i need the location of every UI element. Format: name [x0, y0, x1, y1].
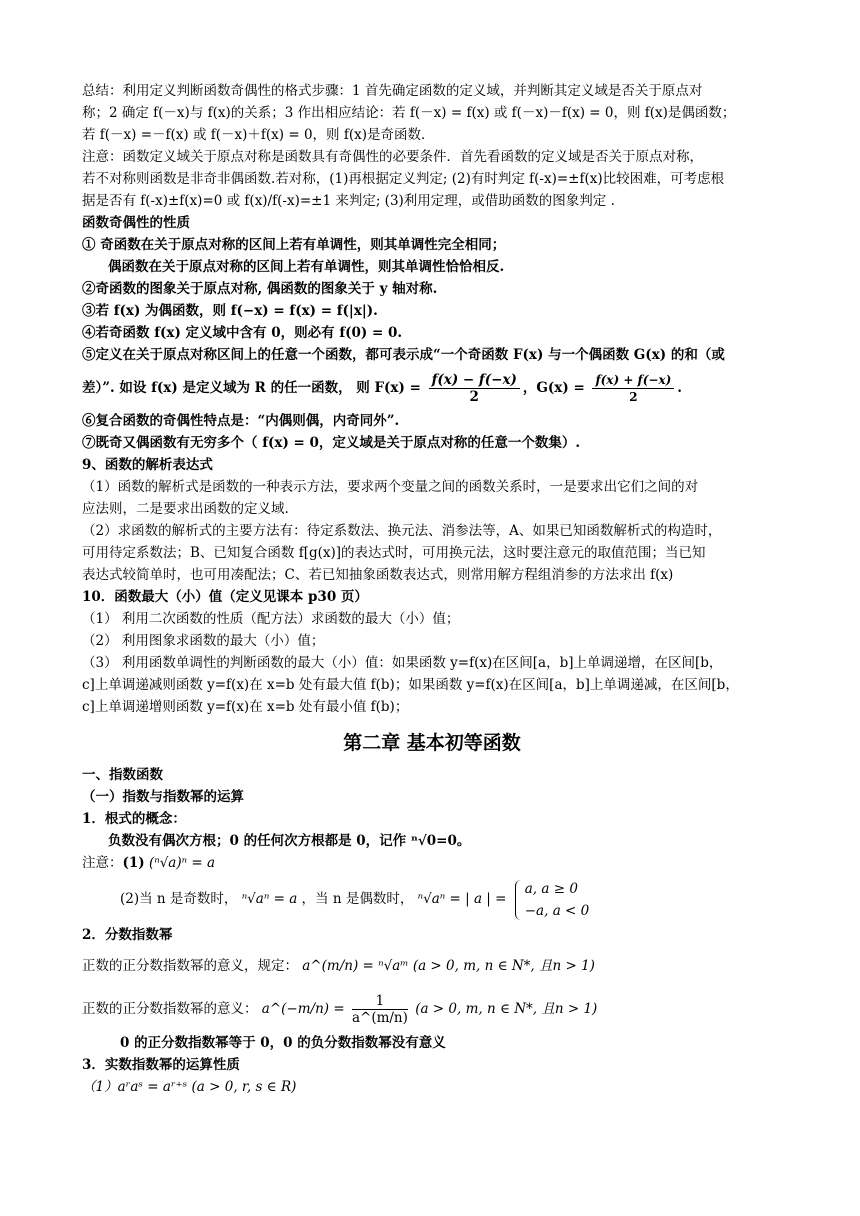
radical-note-label: 注意： — [82, 855, 123, 871]
note-line-1: 注意：函数定义域关于原点对称是函数具有奇偶性的必要条件．首先看函数的定义域是否关于原点对称， — [82, 149, 703, 165]
section-10-p1: （1） 利用二次函数的性质（配方法）求函数的最大（小）值； — [82, 611, 460, 627]
f-odd-fraction — [429, 372, 520, 405]
zero-exponent-note: 0 的正分数指数幂等于 0，0 的负分数指数幂没有意义 — [120, 1035, 446, 1051]
parity-property-6: ⑥复合函数的奇偶性特点是：“内偶则偶，内奇同外”. — [82, 413, 400, 429]
piecewise-case-1: a, a ≥ 0 — [524, 880, 578, 897]
g-even-fraction — [592, 372, 674, 405]
radical-note-2 — [82, 874, 782, 924]
parity-property-2: ②奇函数的图象关于原点对称, 偶函数的图象关于 y 轴对称. — [82, 281, 438, 297]
section-9-p2c: 表达式较简单时，也可用凑配法；C、若已知抽象函数表达式，则常用解方程组消参的方法求出 f(x) — [82, 567, 674, 583]
radical-note-2-odd-formula: ⁿ√aⁿ = a — [241, 891, 298, 907]
piecewise-cases — [515, 878, 589, 922]
section-9-p2b: 可用待定系数法；B、已知复合函数 f[g(x)]的表达式时，可用换元法，这时要注意元的取值范围；当已知 — [82, 545, 706, 561]
f-odd-numerator: f(x) − f(−x) — [429, 372, 520, 389]
note-line-2: 若不对称则函数是非奇非偶函数.若对称，(1)再根据定义判定; (2)有时判定 f(-x)=±f(x)比较困难，可考虑根 — [82, 171, 725, 187]
section-9-p2a: （2）求函数的解析式的主要方法有：待定系数法、换元法、消参法等，A、如果已知函数解析式的构造时， — [82, 523, 722, 539]
parity-property-5b — [82, 366, 782, 410]
section-10-p3b: c]上单调递减则函数 y=f(x)在 x=b 处有最大值 f(b)；如果函数 y=f(x)在区间[a，b]上单调递减，在区间[b， — [82, 677, 739, 693]
piecewise-case-2: −a, a < 0 — [524, 902, 590, 919]
section-10-p3c: c]上单调递增则函数 y=f(x)在 x=b 处有最小值 f(b)； — [82, 699, 409, 715]
parity-5b-end: . — [677, 380, 682, 396]
radical-note-1-index: (1) — [122, 855, 145, 871]
parity-property-3: ③若 f(x) 为偶函数，则 f(−x) = f(x) = f(|x|). — [82, 303, 378, 319]
parity-property-7: ⑦既奇又偶函数有无穷多个（ f(x) = 0，定义域是关于原点对称的任意一个数集）. — [82, 435, 581, 451]
section-10-p2: （2） 利用图象求函数的最大（小）值； — [82, 633, 325, 649]
g-even-denominator: 2 — [629, 390, 638, 404]
negative-fraction-frac — [352, 993, 408, 1026]
parity-property-4: ④若奇函数 f(x) 定义域中含有 0，则必有 f(0) = 0. — [82, 325, 403, 341]
parity-property-1b: 偶函数在关于原点对称的区间上若有单调性，则其单调性恰恰相反. — [108, 259, 505, 275]
summary-line-2: 称；2 确定 f(－x)与 f(x)的关系；3 作出相应结论：若 f(－x) = f(x) 或 f(－x)－f(x) = 0，则 f(x)是偶函数； — [82, 105, 736, 121]
negative-fraction-lhs: a^(−m/n) = — [261, 1001, 345, 1017]
radical-zero-root: ⁿ√0 — [410, 833, 437, 849]
exp-heading-2: （一）指数与指数幂的运算 — [82, 789, 244, 805]
negative-fraction-numerator: 1 — [352, 993, 408, 1010]
g-even-numerator: f(x) + f(−x) — [592, 372, 674, 389]
note-line-3: 据是否有 f(-x)±f(x)=0 或 f(x)/f(-x)=±1 来判定; (3)利用定理，或借助函数的图象判定 . — [82, 193, 615, 209]
summary-line-1: 总结：利用定义判断函数奇偶性的格式步骤：1 首先确定函数的定义域，并判断其定义域是否关于原点对 — [82, 83, 703, 99]
section-9-p1a: （1）函数的解析式是函数的一种表示方法，要求两个变量之间的函数关系时，一是要求出它们之间的对 — [82, 479, 699, 495]
note-paragraph — [82, 146, 782, 212]
positive-fraction-text: 正数的正分数指数幂的意义，规定： — [82, 958, 298, 974]
parity-5b-prefix: 差）”. 如设 f(x) 是定义域为 R 的任一函数， 则 F(x) = — [82, 380, 421, 396]
radical-concept-end: =0。 — [436, 833, 471, 849]
chapter-title: 第二章 基本初等函数 — [343, 732, 521, 754]
exp-heading-1: 一、指数函数 — [82, 767, 163, 783]
summary-paragraph — [82, 80, 782, 146]
section-9-p1b: 应法则，二是要求出函数的定义域. — [82, 501, 289, 517]
parity-heading: 函数奇偶性的性质 — [82, 215, 190, 231]
exp-heading-3: 1．根式的概念： — [82, 811, 186, 827]
section-10-heading: 10．函数最大（小）值（定义见课本 p30 页） — [82, 589, 368, 605]
exp-heading-4: 2．分数指数幂 — [82, 927, 173, 943]
radical-note-2-even-text: ，当 n 是偶数时， — [301, 891, 414, 907]
radical-note-2-even-formula: ⁿ√aⁿ = | a | = — [417, 891, 507, 907]
negative-fraction-condition: (a > 0, m, n ∈ N*, 且n > 1) — [415, 1001, 598, 1017]
negative-fraction-text: 正数的正分数指数幂的意义： — [82, 1001, 258, 1017]
radical-concept — [82, 830, 782, 852]
f-odd-denominator: 2 — [469, 389, 479, 405]
exponent-rule-1: （1）aʳaˢ = aʳ⁺ˢ (a > 0, r, s ∈ R) — [82, 1079, 297, 1095]
negative-fraction-exponent — [82, 986, 782, 1032]
parity-5b-middle: ，G(x) = — [522, 380, 585, 396]
radical-note-2-odd-text: (2)当 n 是奇数时， — [120, 891, 238, 907]
section-10-p3a: （3） 利用函数单调性的判断函数的最大（小）值：如果函数 y=f(x)在区间[a，b]上单调递增，在区间[b， — [82, 655, 723, 671]
positive-fraction-exponent — [82, 946, 782, 986]
parity-property-5a: ⑤定义在关于原点对称区间上的任意一个函数，都可表示成“一个奇函数 F(x) 与一个偶函数 G(x) 的和（或 — [82, 347, 725, 363]
parity-property-1a: ① 奇函数在关于原点对称的区间上若有单调性，则其单调性完全相同； — [82, 237, 506, 253]
radical-note-1-formula: (ⁿ√a)ⁿ = a — [148, 855, 216, 871]
exp-heading-5: 3．实数指数幂的运算性质 — [82, 1057, 240, 1073]
summary-line-3: 若 f(－x) =－f(x) 或 f(－x)＋f(x) = 0，则 f(x)是奇函数． — [82, 127, 435, 143]
negative-fraction-denominator: a^(m/n) — [351, 1010, 408, 1026]
radical-note-1 — [82, 852, 782, 874]
document-page — [82, 80, 782, 1098]
positive-fraction-formula: a^(m/n) = ⁿ√aᵐ (a > 0, m, n ∈ N*, 且n > 1) — [302, 958, 595, 974]
section-9-heading: 9、函数的解析表达式 — [82, 457, 213, 473]
radical-concept-text: 负数没有偶次方根；0 的任何次方根都是 0，记作 — [108, 833, 407, 849]
